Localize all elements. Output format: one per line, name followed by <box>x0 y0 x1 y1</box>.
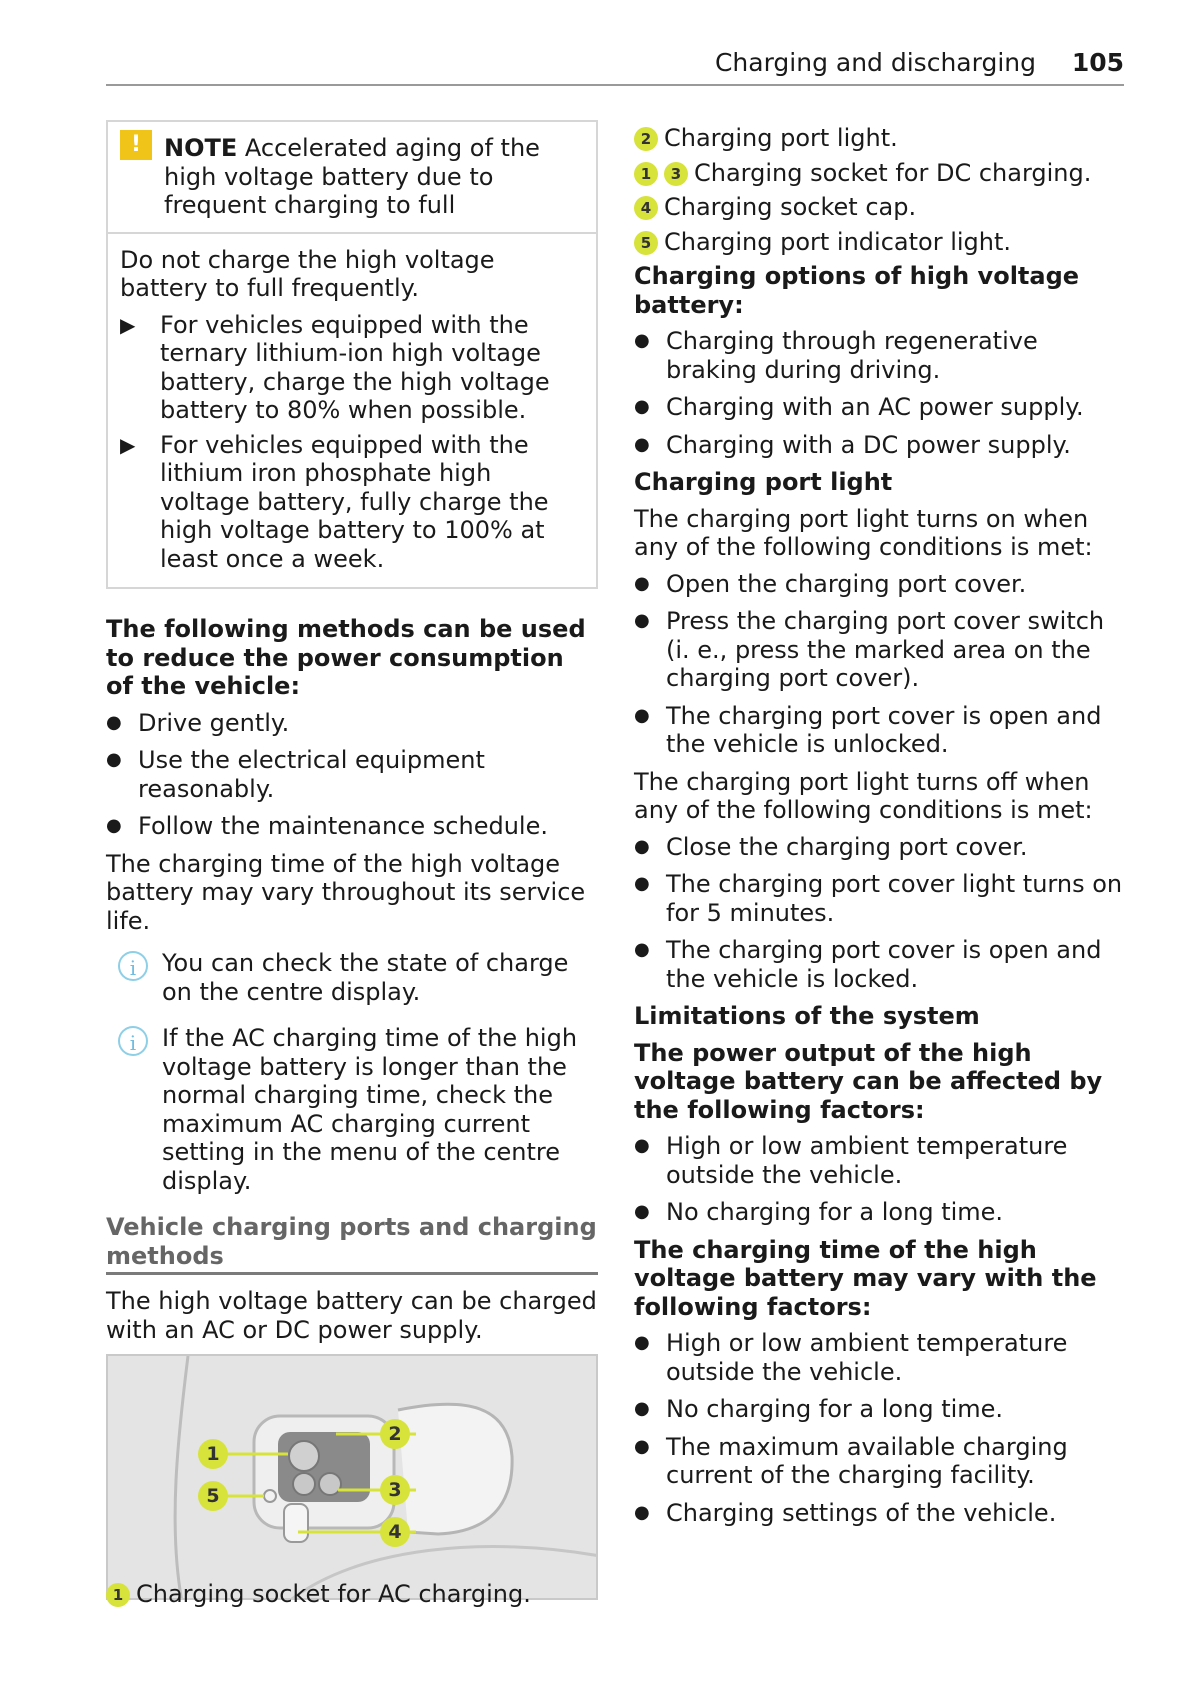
legend-number: 3 <box>664 162 688 186</box>
list-item: ● Close the charging port cover. <box>634 833 1130 862</box>
charging-time-list <box>634 1329 1130 1527</box>
callout-5: 5 <box>198 1481 228 1511</box>
list-item: ● Charging settings of the vehicle. <box>634 1499 1130 1528</box>
figure-legend-1 <box>106 1580 531 1608</box>
callout-3: 3 <box>380 1475 410 1505</box>
callout-4: 4 <box>380 1517 410 1547</box>
list-item: ● Charging with an AC power supply. <box>634 393 1130 422</box>
list-item: ● The charging port cover is open and the vehicle is unlocked. <box>634 702 1130 759</box>
options-heading: Charging options of high voltage battery: <box>634 262 1080 319</box>
list-item: ● The maximum available charging current of the charging facility. <box>634 1433 1130 1490</box>
legend-text: Charging socket for AC charging. <box>136 1580 531 1608</box>
info-icon: i <box>118 951 148 981</box>
note-list <box>120 311 584 574</box>
charging-time-heading: The charging time of the high voltage battery may vary with the following factors: <box>634 1235 1097 1321</box>
power-heading: The following methods can be used to reduce the power consumption of the vehicle: <box>106 615 586 700</box>
list-item: ● No charging for a long time. <box>634 1395 1130 1424</box>
figure-legend-4 <box>634 193 1130 222</box>
charging-port-figure <box>106 1354 598 1600</box>
note-item: ▶ For vehicles equipped with the ternary lithium-ion high voltage battery, charge the high voltage battery to 80% when possible. <box>120 311 584 425</box>
list-item: ● The charging port cover is open and the vehicle is locked. <box>634 936 1130 993</box>
figure-legend-3 <box>634 159 1130 188</box>
info-text: If the AC charging time of the high voltage battery is longer than the normal charging time, check the maximum AC charging current setting in the menu of the centre display. <box>162 1024 578 1195</box>
list-item: ● Open the charging port cover. <box>634 570 1130 599</box>
page-number: 105 <box>1071 48 1124 77</box>
info-icon: i <box>118 1026 148 1056</box>
list-item: ● High or low ambient temperature outside the vehicle. <box>634 1132 1130 1189</box>
charging-port-illustration <box>108 1356 598 1600</box>
legend-number: 4 <box>634 196 658 220</box>
legend-number: 1 <box>106 1583 130 1607</box>
list-item: ● Press the charging port cover switch (i. e., press the marked area on the charging port cover). <box>634 607 1130 693</box>
legend-text: Charging port indicator light. <box>664 227 1012 256</box>
list-item: ● Charging through regenerative braking during driving. <box>634 327 1130 384</box>
note-body <box>108 234 596 588</box>
list-item: ● High or low ambient temperature outside the vehicle. <box>634 1329 1130 1386</box>
list-item: ● Drive gently. <box>106 709 598 738</box>
info-text: You can check the state of charge on the centre display. <box>162 949 569 1006</box>
list-item: ● Follow the maintenance schedule. <box>106 812 598 841</box>
power-output-list <box>634 1132 1130 1227</box>
power-output-heading: The power output of the high voltage battery can be affected by the following factors: <box>634 1038 1103 1124</box>
light-off-text: The charging port light turns off when any of the following conditions is met: <box>634 767 1093 824</box>
legend-number: 1 <box>634 162 658 186</box>
info-note <box>106 949 598 1006</box>
power-list <box>106 709 598 841</box>
legend-text: Charging socket for DC charging. <box>694 158 1092 187</box>
limits-heading: Limitations of the system <box>634 1002 980 1030</box>
note-item: ▶ For vehicles equipped with the lithium iron phosphate high voltage battery, fully charge the high voltage battery to 100% at least once a week. <box>120 431 584 574</box>
figure-legend-2 <box>634 124 1130 153</box>
light-off-list <box>634 833 1130 994</box>
info-note <box>106 1024 598 1195</box>
left-column <box>106 120 598 1600</box>
note-text: Do not charge the high voltage battery to full frequently. <box>120 245 495 302</box>
light-on-text: The charging port light turns on when any of the following conditions is met: <box>634 504 1093 561</box>
legend-text: Charging port light. <box>664 124 898 152</box>
list-item: ● Charging with a DC power supply. <box>634 431 1130 460</box>
warning-icon: ! <box>120 130 152 160</box>
legend-number: 5 <box>634 231 658 255</box>
list-item: ● No charging for a long time. <box>634 1198 1130 1227</box>
page-header <box>106 42 1124 86</box>
ports-text: The high voltage battery can be charged with an AC or DC power supply. <box>106 1287 597 1344</box>
callout-1: 1 <box>198 1439 228 1469</box>
list-item: ● The charging port cover light turns on for 5 minutes. <box>634 870 1130 927</box>
legend-number: 2 <box>634 127 658 151</box>
light-heading: Charging port light <box>634 468 893 496</box>
section-title: Vehicle charging ports and charging methods <box>106 1213 598 1275</box>
legend-text: Charging socket cap. <box>664 193 917 221</box>
note-box <box>106 120 598 589</box>
header-title: Charging and discharging <box>714 48 1036 77</box>
note-header <box>108 122 596 234</box>
list-item: ● Use the electrical equipment reasonably. <box>106 746 598 803</box>
light-on-list <box>634 570 1130 759</box>
service-life-text: The charging time of the high voltage battery may vary throughout its service life. <box>106 849 586 935</box>
options-list <box>634 327 1130 459</box>
right-column <box>634 124 1130 1536</box>
note-title: Accelerated aging of the high voltage battery due to frequent charging to full <box>164 134 540 219</box>
callout-2: 2 <box>380 1419 410 1449</box>
note-label: NOTE <box>164 134 238 162</box>
figure-legend-5 <box>634 228 1130 257</box>
